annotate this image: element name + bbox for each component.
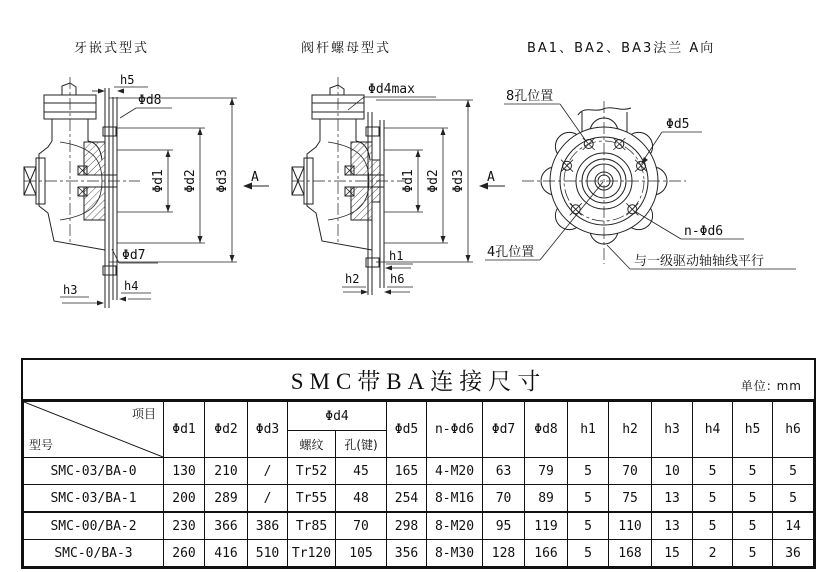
value-cell: 289 bbox=[205, 485, 248, 513]
col-header-d1: Φd1 bbox=[164, 402, 205, 458]
value-cell: 5 bbox=[733, 458, 773, 485]
subheader-thread: 螺纹 bbox=[288, 431, 336, 458]
value-cell: 5 bbox=[568, 485, 609, 513]
label-n-d6: n-Φd6 bbox=[684, 224, 724, 239]
value-cell: 95 bbox=[483, 512, 525, 540]
value-cell: 10 bbox=[652, 458, 693, 485]
dim-d3-label: Φd3 bbox=[215, 169, 230, 193]
value-cell: 8-M16 bbox=[427, 485, 483, 513]
dimension-table bbox=[21, 358, 816, 569]
value-cell: 36 bbox=[773, 540, 814, 567]
col-header-d7: Φd7 bbox=[483, 402, 525, 458]
value-cell: 75 bbox=[609, 485, 652, 513]
label-parallel-note: 与一级驱动轴轴线平行 bbox=[634, 254, 765, 269]
stem-break bbox=[62, 83, 76, 95]
value-cell: 2 bbox=[693, 540, 733, 567]
col-header-n-d6: n-Φd6 bbox=[427, 402, 483, 458]
value-cell: 254 bbox=[387, 485, 427, 513]
col-header-d8: Φd8 bbox=[525, 402, 568, 458]
diagram-jaw-type bbox=[24, 40, 269, 308]
table-row bbox=[24, 540, 814, 567]
view-a-label: A bbox=[251, 170, 259, 185]
table-row bbox=[24, 458, 814, 485]
value-cell: 110 bbox=[609, 512, 652, 540]
value-cell: Tr85 bbox=[288, 512, 336, 540]
value-cell: 15 bbox=[652, 540, 693, 567]
label-8-hole-position: 8孔位置 bbox=[506, 89, 554, 104]
value-cell: 200 bbox=[164, 485, 205, 513]
view-a-label: A bbox=[487, 170, 495, 185]
col-header-h3: h3 bbox=[652, 402, 693, 458]
value-cell: 70 bbox=[336, 512, 387, 540]
value-cell: 70 bbox=[483, 485, 525, 513]
diagram-flange-view bbox=[485, 40, 796, 269]
table-title-bar bbox=[23, 360, 814, 401]
model-cell: SMC-0/BA-3 bbox=[24, 540, 164, 567]
value-cell: 130 bbox=[164, 458, 205, 485]
model-cell: SMC-03/BA-1 bbox=[24, 485, 164, 513]
dim-h3-label: h3 bbox=[63, 283, 78, 297]
corner-model-label: 型号 bbox=[29, 438, 54, 452]
table-title: SMC带BA连接尺寸 bbox=[290, 369, 547, 394]
dim-h1-label: h1 bbox=[389, 249, 404, 263]
diagram-stem-nut-type bbox=[292, 40, 505, 295]
value-cell: 5 bbox=[568, 458, 609, 485]
value-cell: 298 bbox=[387, 512, 427, 540]
value-cell: 5 bbox=[773, 458, 814, 485]
dim-d2-label: Φd2 bbox=[426, 169, 441, 193]
dim-table-body bbox=[24, 458, 814, 567]
value-cell: 510 bbox=[248, 540, 288, 567]
value-cell: 366 bbox=[205, 512, 248, 540]
value-cell: 79 bbox=[525, 458, 568, 485]
col-header-d2: Φd2 bbox=[205, 402, 248, 458]
diagram-stem-nut-title: 阀杆螺母型式 bbox=[301, 41, 392, 56]
dim-d3-label: Φd3 bbox=[451, 169, 466, 193]
value-cell: 105 bbox=[336, 540, 387, 567]
col-header-d4: Φd4 bbox=[288, 402, 387, 431]
value-cell: 5 bbox=[568, 540, 609, 567]
dim-h2-label: h2 bbox=[345, 272, 360, 286]
value-cell: 119 bbox=[525, 512, 568, 540]
value-cell: 70 bbox=[609, 458, 652, 485]
dim-d1-label: Φd1 bbox=[401, 169, 416, 193]
value-cell: 168 bbox=[609, 540, 652, 567]
table-row bbox=[24, 485, 814, 513]
col-header-h6: h6 bbox=[773, 402, 814, 458]
corner-header bbox=[24, 402, 164, 458]
value-cell: 48 bbox=[336, 485, 387, 513]
value-cell: 210 bbox=[205, 458, 248, 485]
value-cell: 8-M20 bbox=[427, 512, 483, 540]
value-cell: 356 bbox=[387, 540, 427, 567]
value-cell: 166 bbox=[525, 540, 568, 567]
corner-item-label: 项目 bbox=[131, 407, 156, 421]
model-cell: SMC-00/BA-2 bbox=[24, 512, 164, 540]
value-cell: 5 bbox=[693, 512, 733, 540]
dim-h5-label: h5 bbox=[120, 73, 135, 87]
value-cell: 8-M30 bbox=[427, 540, 483, 567]
table-row bbox=[24, 512, 814, 540]
dim-h6-label: h6 bbox=[390, 272, 405, 286]
subheader-hole-key: 孔(键) bbox=[336, 431, 387, 458]
value-cell: 5 bbox=[693, 458, 733, 485]
value-cell: Tr52 bbox=[288, 458, 336, 485]
col-header-h1: h1 bbox=[568, 402, 609, 458]
value-cell: 14 bbox=[773, 512, 814, 540]
value-cell: 63 bbox=[483, 458, 525, 485]
value-cell: 45 bbox=[336, 458, 387, 485]
value-cell: / bbox=[248, 485, 288, 513]
value-cell: 230 bbox=[164, 512, 205, 540]
col-header-h4: h4 bbox=[693, 402, 733, 458]
dim-d4max-label: Φd4max bbox=[368, 82, 415, 97]
dim-d2-label: Φd2 bbox=[183, 169, 198, 193]
col-header-d3: Φd3 bbox=[248, 402, 288, 458]
value-cell: 5 bbox=[568, 512, 609, 540]
value-cell: 128 bbox=[483, 540, 525, 567]
dim-d1-label: Φd1 bbox=[151, 169, 166, 193]
col-header-h2: h2 bbox=[609, 402, 652, 458]
value-cell: 386 bbox=[248, 512, 288, 540]
value-cell: 416 bbox=[205, 540, 248, 567]
dim-d8-label: Φd8 bbox=[138, 93, 162, 108]
col-header-h5: h5 bbox=[733, 402, 773, 458]
value-cell: 5 bbox=[733, 485, 773, 513]
value-cell: 5 bbox=[693, 485, 733, 513]
value-cell: / bbox=[248, 458, 288, 485]
value-cell: 13 bbox=[652, 485, 693, 513]
dim-d7-label: Φd7 bbox=[122, 248, 146, 263]
value-cell: 4-M20 bbox=[427, 458, 483, 485]
diagram-flange-title: BA1、BA2、BA3法兰 A向 bbox=[527, 41, 716, 56]
col-header-d5: Φd5 bbox=[387, 402, 427, 458]
value-cell: 165 bbox=[387, 458, 427, 485]
dim-h4-label: h4 bbox=[124, 279, 139, 293]
label-d5: Φd5 bbox=[666, 117, 690, 132]
model-cell: SMC-03/BA-0 bbox=[24, 458, 164, 485]
diagram-jaw-title: 牙嵌式型式 bbox=[74, 41, 150, 56]
value-cell: 13 bbox=[652, 512, 693, 540]
value-cell: Tr55 bbox=[288, 485, 336, 513]
value-cell: Tr120 bbox=[288, 540, 336, 567]
value-cell: 5 bbox=[733, 512, 773, 540]
label-4-hole-position: 4孔位置 bbox=[487, 245, 535, 260]
value-cell: 260 bbox=[164, 540, 205, 567]
value-cell: 5 bbox=[733, 540, 773, 567]
unit-label: 单位: mm bbox=[740, 379, 802, 393]
value-cell: 5 bbox=[773, 485, 814, 513]
value-cell: 89 bbox=[525, 485, 568, 513]
